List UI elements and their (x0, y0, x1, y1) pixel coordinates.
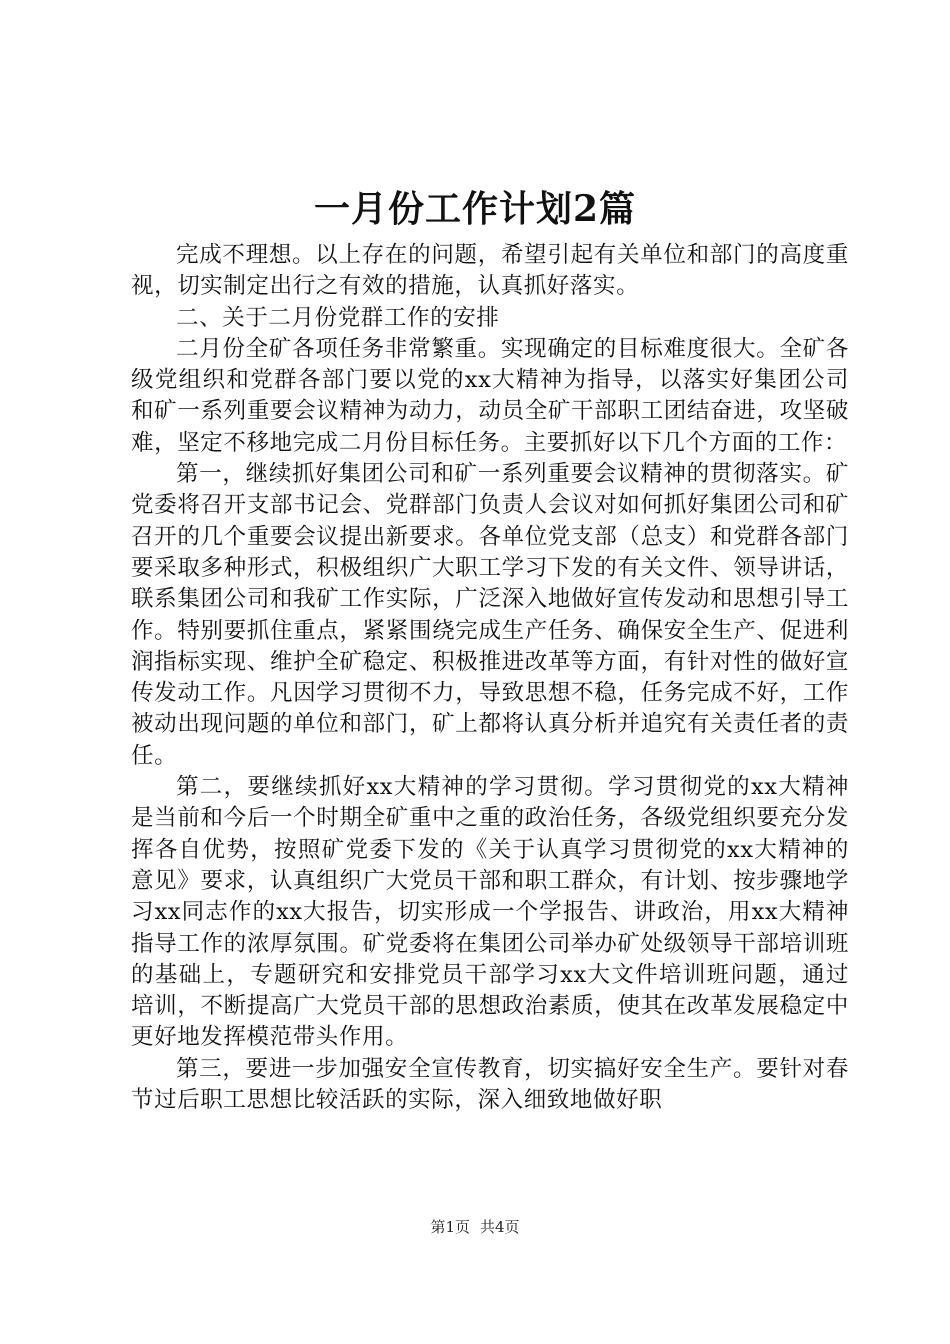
document-title: 一月份工作计划2篇 (313, 188, 637, 230)
page-footer (0, 1217, 950, 1237)
page-number: 第1页 (430, 1218, 470, 1236)
document-body (131, 240, 849, 1116)
paragraph: 第三，要进一步加强安全宣传教育，切实搞好安全生产。要针对春节过后职工思想比较活跃的实际，深入细致地做好职 (131, 1055, 849, 1114)
paragraph: 第一，继续抓好集团公司和矿一系列重要会议精神的贯彻落实。矿党委将召开支部书记会、党群部门负责人会议对如何抓好集团公司和矿召开的几个重要会议提出新要求。各单位党支部（总支）和党群各部门要采取多种形式，积极组织广大职工学习下发的有关文件、领导讲话，联系集团公司和我矿工作实际，广泛深入地做好宣传发动和思想引导工作。特别要抓住重点，紧紧围绕完成生产任务、确保安全生产、促进利润指标实现、维护全矿稳定、积极推进改革等方面，有针对性的做好宣传发动工作。凡因学习贯彻不力，导致思想不稳，任务完成不好，工作被动出现问题的单位和部门，矿上都将认真分析并追究有关责任者的责任。 (131, 461, 849, 769)
paragraph: 第二，要继续抓好xx大精神的学习贯彻。学习贯彻党的xx大精神是当前和今后一个时期全矿重中之重的政治任务，各级党组织要充分发挥各自优势，按照矿党委下发的《关于认真学习贯彻党的xx大精神的意见》要求，认真组织广大党员干部和职工群众，有计划、按步骤地学习xx同志作的xx大报告，切实形成一个学报告、讲政治，用xx大精神指导工作的浓厚氛围。矿党委将在集团公司举办矿处级领导干部培训班的基础上，专题研究和安排党员干部学习xx大文件培训班问题，通过培训，不断提高广大党员干部的思想政治素质，使其在改革发展稳定中更好地发挥模范带头作用。 (131, 774, 849, 1051)
page-total: 共4页 (480, 1218, 520, 1236)
paragraph: 完成不理想。以上存在的问题，希望引起有关单位和部门的高度重视，切实制定出行之有效的措施，认真抓好落实。 (131, 242, 849, 300)
paragraph: 二月份全矿各项任务非常繁重。实现确定的目标难度很大。全矿各级党组织和党群各部门要以党的xx大精神为指导，以落实好集团公司和矿一系列重要会议精神为动力，动员全矿干部职工团结奋进，攻坚破难，坚定不移地完成二月份目标任务。主要抓好以下几个方面的工作： (131, 335, 849, 456)
section-heading: 二、关于二月份党群工作的安排 (176, 304, 500, 331)
